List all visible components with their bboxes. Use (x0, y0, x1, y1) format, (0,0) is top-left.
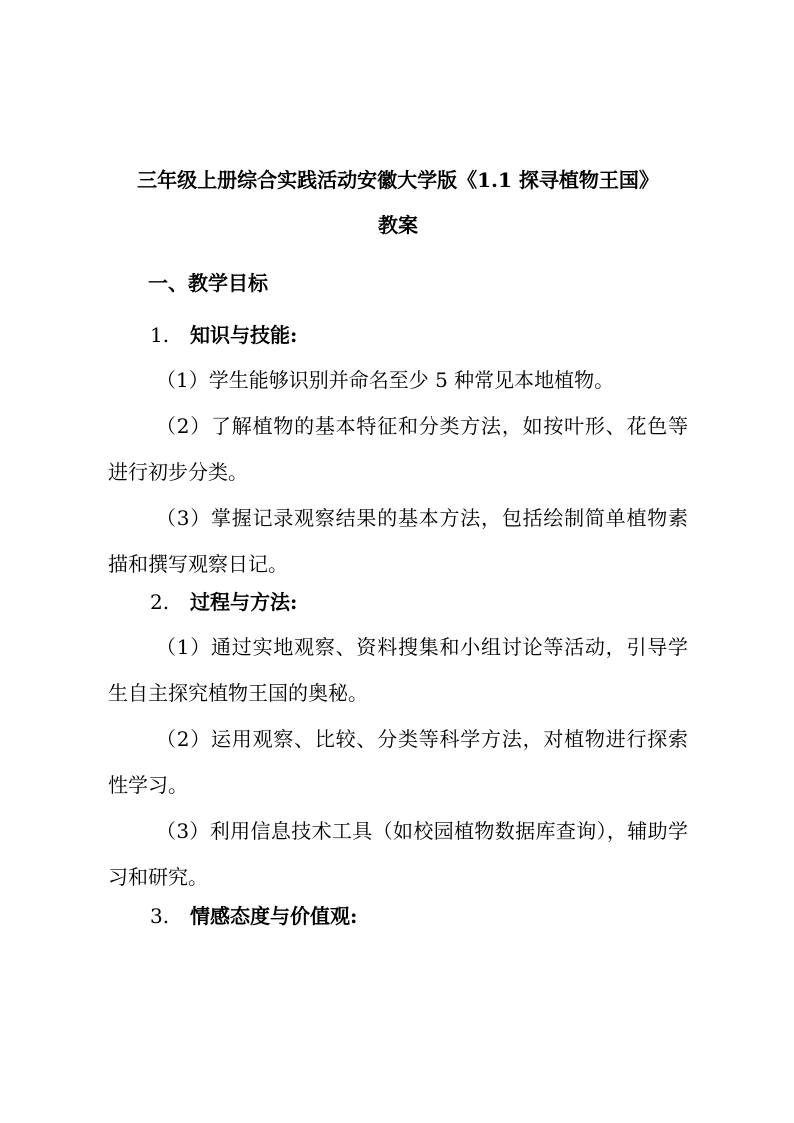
subheading-number: 3. (150, 904, 170, 928)
paragraph-process-2: （2）运用观察、比较、分类等科学方法，对植物进行探索性学习。 (108, 727, 688, 797)
subheading-knowledge-skills (150, 322, 297, 348)
subheading-label: 过程与方法: (190, 590, 298, 614)
paragraph-process-3: （3）利用信息技术工具（如校园植物数据库查询），辅助学习和研究。 (108, 819, 688, 889)
subheading-label: 情感态度与价值观: (190, 904, 358, 928)
paragraph-knowledge-3: （3）掌握记录观察结果的基本方法，包括绘制简单植物素描和撰写观察日记。 (108, 506, 688, 576)
document-title-line-1: 三年级上册综合实践活动安徽大学版《1.1 探寻植物王国》 (137, 168, 659, 192)
subheading-number: 2. (150, 590, 170, 614)
paragraph-process-1: （1）通过实地观察、资料搜集和小组讨论等活动，引导学生自主探究植物王国的奥秘。 (108, 635, 688, 705)
paragraph-knowledge-1: （1）学生能够识别并命名至少 5 种常见本地植物。 (156, 368, 615, 392)
paragraph-knowledge-2: （2）了解植物的基本特征和分类方法，如按叶形、花色等进行初步分类。 (108, 414, 688, 484)
subheading-label: 知识与技能: (190, 323, 298, 347)
document-title-line-2: 教案 (378, 213, 418, 237)
subheading-process-methods (150, 589, 297, 615)
subheading-number: 1. (150, 323, 170, 347)
subheading-attitudes-values (150, 903, 357, 929)
section-heading-teaching-objectives: 一、教学目标 (148, 271, 268, 295)
